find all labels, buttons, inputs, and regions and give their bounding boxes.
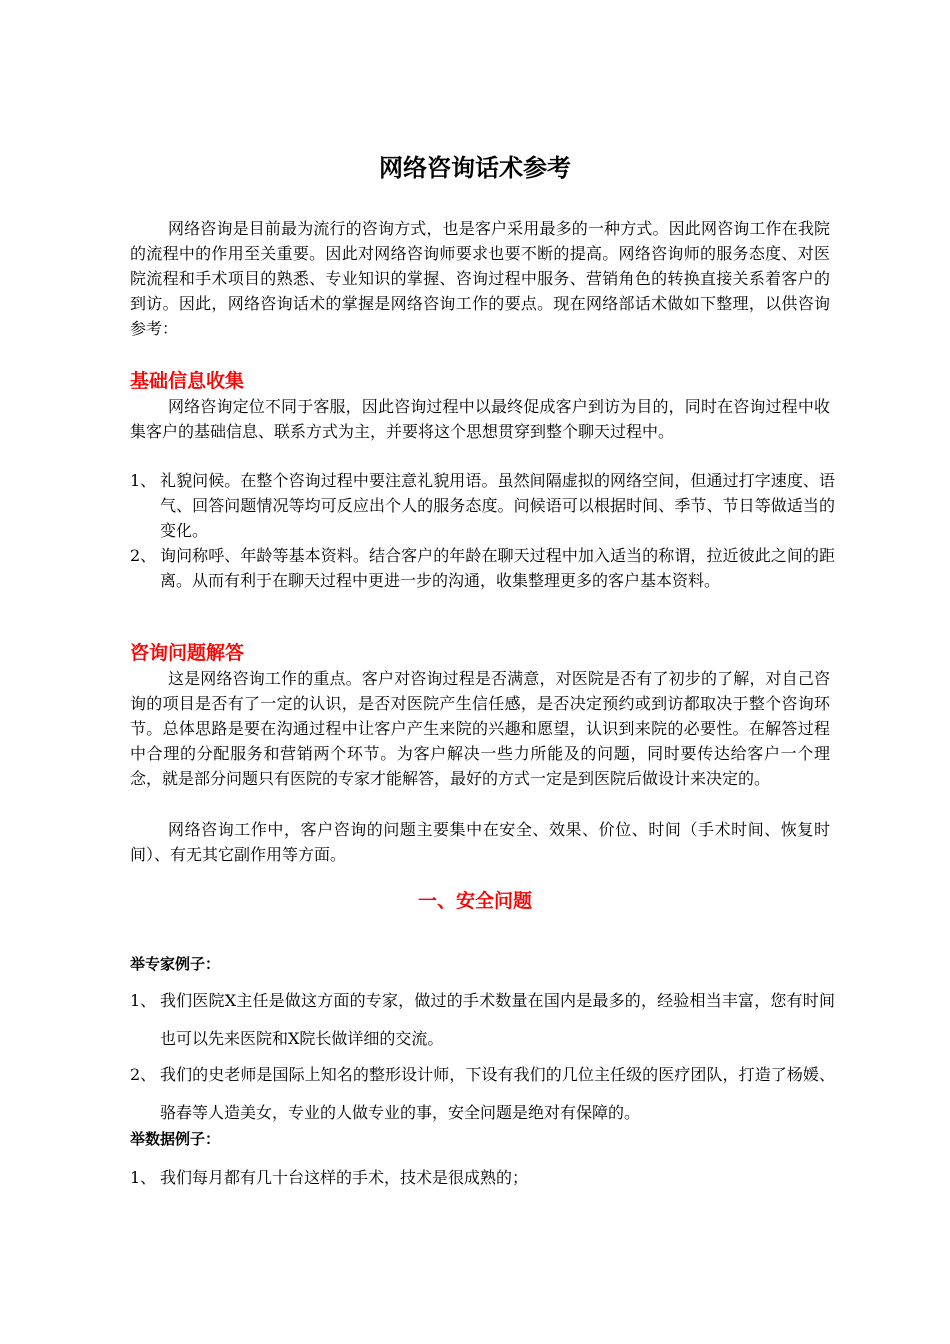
list-number: 2、 bbox=[130, 1065, 157, 1084]
section-heading-safety: 一、安全问题 bbox=[417, 890, 532, 912]
list-item bbox=[130, 468, 835, 543]
list-number: 2、 bbox=[130, 546, 157, 565]
section-paragraph: 这是网络咨询工作的重点。客户对咨询过程是否满意，对医院是否有了初步的了解，对自己咨询的项目是否有了一定的认识，是否对医院产生信任感，是否决定预约或到访都取决于整个咨询环节。总体思路是要在沟通过程中让客户产生来院的兴趣和愿望，认识到来院的必要性。在解答过程中合理的分配服务和营销两个环节。为客户解决一些力所能及的问题，同时要传达给客户一个理念，就是部分问题只有医院的专家才能解答，最好的方式一定是到医院后做设计来决定的。 bbox=[130, 669, 830, 788]
list-text: 我们医院X主任是做这方面的专家，做过的手术数量在国内是最多的，经验相当丰富，您有时间也可以先来医院和X院长做详细的交流。 bbox=[160, 991, 835, 1048]
list-item bbox=[130, 982, 835, 1058]
page-title: 网络咨询话术参考 bbox=[379, 154, 571, 182]
intro-paragraph: 网络咨询是目前最为流行的咨询方式，也是客户采用最多的一种方式。因此网咨询工作在我院的流程中的作用至关重要。因此对网络咨询师要求也要不断的提高。网络咨询师的服务态度、对医院流程和手术项目的熟悉、专业知识的掌握、咨询过程中服务、营销角色的转换直接关系着客户的到访。因此，网络咨询话术的掌握是网络咨询工作的要点。现在网络部话术做如下整理，以供咨询参考： bbox=[130, 219, 830, 338]
list-item bbox=[130, 543, 835, 593]
section-paragraph: 网络咨询工作中，客户咨询的问题主要集中在安全、效果、价位、时间（手术时间、恢复时间）、有无其它副作用等方面。 bbox=[130, 820, 830, 864]
expert-examples-label: 举专家例子： bbox=[130, 955, 221, 973]
section-heading-qa: 咨询问题解答 bbox=[130, 642, 245, 664]
data-examples-label: 举数据例子： bbox=[130, 1130, 221, 1148]
list-text: 我们的史老师是国际上知名的整形设计师，下设有我们的几位主任级的医疗团队，打造了杨媛、骆春等人造美女，专业的人做专业的事，安全问题是绝对有保障的。 bbox=[160, 1065, 835, 1122]
section-paragraph: 网络咨询定位不同于客服，因此咨询过程中以最终促成客户到访为目的，同时在咨询过程中收集客户的基础信息、联系方式为主，并要将这个思想贯穿到整个聊天过程中。 bbox=[130, 397, 830, 441]
list-item bbox=[130, 1056, 835, 1132]
list-text: 询问称呼、年龄等基本资料。结合客户的年龄在聊天过程中加入适当的称谓，拉近彼此之间的距离。从而有利于在聊天过程中更进一步的沟通，收集整理更多的客户基本资料。 bbox=[160, 546, 835, 590]
list-item bbox=[130, 1165, 835, 1190]
list-text: 礼貌问候。在整个咨询过程中要注意礼貌用语。虽然间隔虚拟的网络空间，但通过打字速度、语气、回答问题情况等均可反应出个人的服务态度。问候语可以根据时间、季节、节日等做适当的变化。 bbox=[160, 471, 835, 540]
list-number: 1、 bbox=[130, 1168, 157, 1187]
section-heading-basic-info: 基础信息收集 bbox=[130, 370, 245, 392]
list-text: 我们每月都有几十台这样的手术，技术是很成熟的； bbox=[160, 1168, 529, 1187]
list-number: 1、 bbox=[130, 471, 157, 490]
list-number: 1、 bbox=[130, 991, 157, 1010]
